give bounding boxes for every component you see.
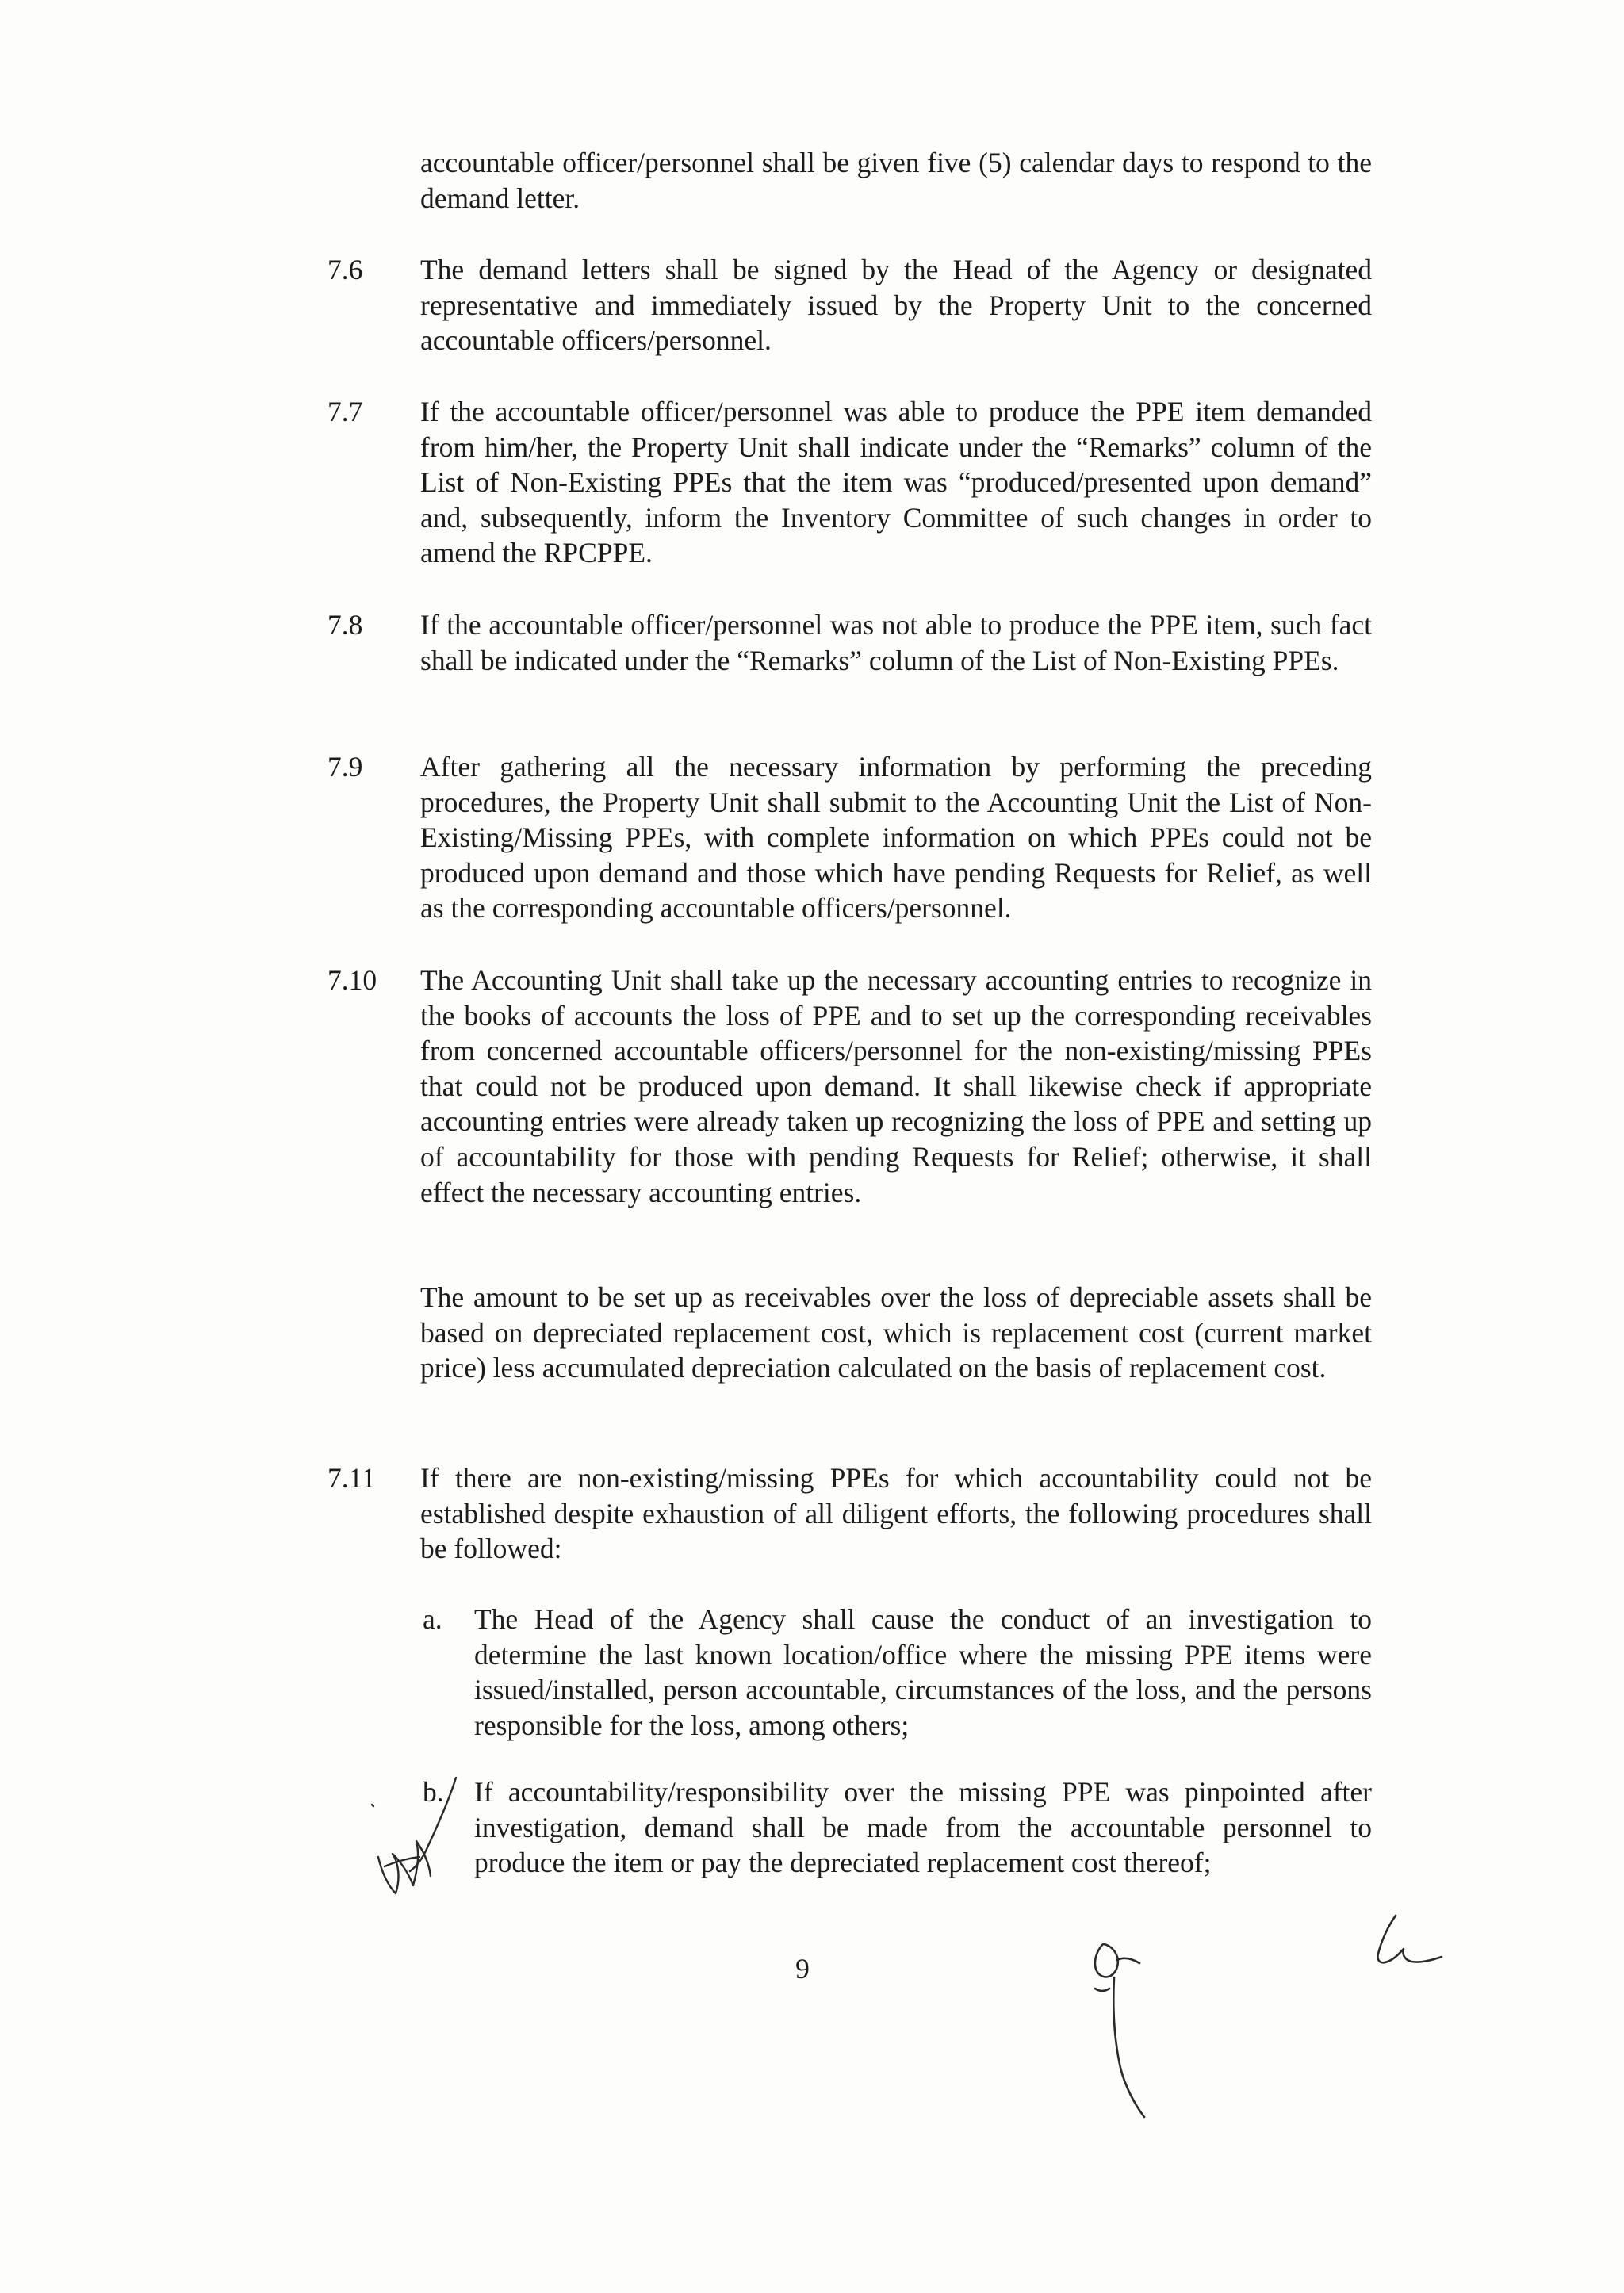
section-7-7-paragraph: If the accountable officer/personnel was able to produce the PPE item demanded from him/her, the Property Unit shall indicate under the “Remarks” column of the List of Non-Existing PPEs that the item was “produced/presented upon demand” and, subsequently, inform the Inventory Committee of such changes in order to amend the RPCPPE. [420, 396, 1372, 569]
section-number-7-11: 7.11 [327, 1462, 376, 1494]
section-7-11-paragraph: If there are non-existing/missing PPEs for which accountability could not be established despite exhaustion of all diligent efforts, the following procedures shall be followed: [420, 1462, 1372, 1565]
continuation-paragraph: accountable officer/personnel shall be given five (5) calendar days to respond to the demand letter. [420, 147, 1372, 214]
page-number: 9 [795, 1953, 810, 1985]
list-item-a-text: The Head of the Agency shall cause the conduct of an investigation to determine the last known location/office where the missing PPE items were issued/installed, person accountable, circumstances of the loss, and the persons responsible for the loss, among others; [474, 1603, 1372, 1741]
handwritten-initials-icon [361, 1774, 472, 1909]
section-7-9-paragraph: After gathering all the necessary information by performing the preceding procedures, the Property Unit shall submit to the Accounting Unit the List of Non-Existing/Missing PPEs, with complete information on which PPEs could not be produced upon demand and those which have pending Requests for Relief, as well as the corresponding accountable officers/personnel. [420, 751, 1372, 924]
section-7-10-paragraph-2: The amount to be set up as receivables over the loss of depreciable assets shall be based on depreciated replacement cost, which is replacement cost (current market price) less accumulated depreciation calculated on the basis of replacement cost. [420, 1281, 1372, 1384]
section-7-8-paragraph: If the accountable officer/personnel was not able to produce the PPE item, such fact shall be indicated under the “Remarks” column of the List of Non-Existing PPEs. [420, 609, 1372, 676]
section-number-7-10: 7.10 [327, 964, 377, 996]
section-number-7-6: 7.6 [327, 254, 363, 285]
section-7-6-paragraph: The demand letters shall be signed by the Head of the Agency or designated representative and immediately issued by the Property Unit to the concerned accountable officers/personnel. [420, 254, 1372, 357]
section-number-7-9: 7.9 [327, 751, 363, 783]
handwritten-initials-icon [1364, 1909, 1451, 1981]
section-7-10-paragraph-1: The Accounting Unit shall take up the necessary accounting entries to recognize in the books of accounts the loss of PPE and to set up the corresponding receivables from concerned accountable officers/personnel for the non-existing/missing PPEs that could not be produced upon demand. It shall likewise check if appropriate accounting entries were already taken up recognizing the loss of PPE and setting up of accountability for those with pending Requests for Relief; otherwise, it shall effect the necessary accounting entries. [420, 964, 1372, 1208]
list-item-b-text: If accountability/responsibility over the missing PPE was pinpointed after investigation, demand shall be made from the accountable personnel to produce the item or pay the depreciated replacement cost thereof; [474, 1776, 1372, 1879]
list-item-letter-b: b. [423, 1776, 444, 1808]
section-number-7-7: 7.7 [327, 396, 363, 427]
section-number-7-8: 7.8 [327, 609, 363, 641]
list-item-letter-a: a. [423, 1603, 442, 1635]
handwritten-initials-icon [1082, 1928, 1170, 2126]
